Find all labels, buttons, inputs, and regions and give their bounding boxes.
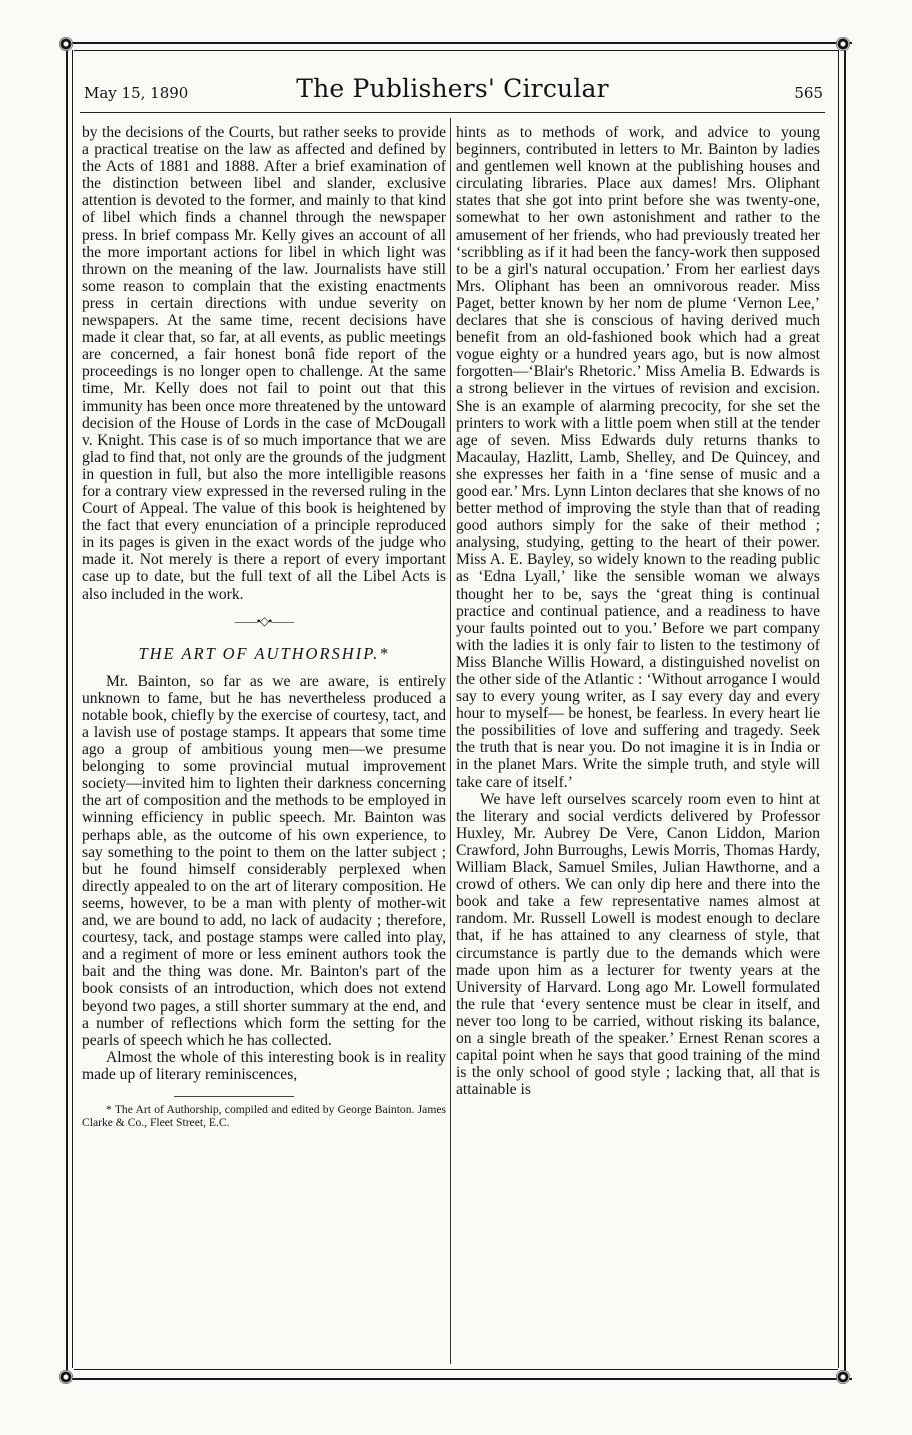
column-divider bbox=[450, 118, 451, 1364]
bottom-border-rule bbox=[60, 1378, 852, 1380]
section-title: THE ART OF AUTHORSHIP.* bbox=[138, 643, 390, 663]
section-divider-ornament: ——•◇•—— bbox=[234, 613, 294, 628]
left-border-rule-inner bbox=[72, 50, 73, 1368]
bottom-border-rule-inner bbox=[74, 1369, 838, 1370]
footnote: * The Art of Authorship, compiled and edited by George Bainton. James Clarke & Co., Fleet Street, E.C. bbox=[82, 1102, 446, 1129]
article-paragraph: Mr. Bainton, so far as we are aware, is entirely unknown to fame, but he has nevertheless produced a notable book, chiefly by the exercise of courtesy, tact, and a lavish use of postage stamps. It appears that some time ago a group of ambitious young men—we presume belonging to some provincial mutual improvement society—invited him to lighten their darkness concerning the art of composition and the methods to be employed in winning efficiency in public speech. Mr. Bainton was perhaps able, as the outcome of his own experience, to say something to the point to them on the latter subject ; but he found himself considerably perplexed when directly appealed to on the art of literary composition. He seems, however, to be a man with plenty of mother-wit and, we are bound to add, no lack of audacity ; therefore, courtesy, tack, and postage stamps were called into play, and a regiment of more or less eminent authors took the bait and the thing was done. Mr. Bainton's part of the book consists of an introduction, which does not extend beyond two pages, a still shorter summary at the end, and a number of reflections which form the setting for the pearls of speech which he has collected. bbox=[82, 672, 446, 1049]
article-paragraph: We have left ourselves scarcely room even to hint at the literary and social verdicts delivered by Professor Huxley, Mr. Aubrey De Vere, Canon Liddon, Marion Crawford, John Burroughs, Lewis Morris, Thomas Hardy, William Black, Samuel Smiles, Julian Hawthorne, and a crowd of others. We can only dip here and there into the book and take a few representative names almost at random. Mr. Russell Lowell is modest enough to declare that, if he has attained to any clearness of style, that circumstance is partly due to the demands which were made upon him as a lecturer for twenty years at the University of Harvard. Long ago Mr. Lowell formulated the rule that ‘every sentence must be clear in itself, and never too long to be carried, without risking its balance, on a single breath of the speaker.’ Ernest Renan scores a capital point when he says that good training of the mind is the only school of good style ; lacking that, all that is attainable is bbox=[456, 790, 820, 1099]
article-paragraph: Almost the whole of this interesting book is in reality made up of literary reminiscences, bbox=[82, 1048, 446, 1083]
left-column bbox=[82, 124, 446, 1129]
top-border-rule bbox=[60, 42, 852, 44]
right-column bbox=[456, 124, 820, 1098]
right-border-rule-inner bbox=[838, 50, 839, 1368]
article-paragraph: hints as to methods of work, and advice to young beginners, contributed in letters to Mr. Bainton by ladies and gentlemen well known at the publishing houses and circulating libraries. Place aux dames! Mrs. Oliphant states that she got into print before she was twenty-one, somewhat to her own astonishment and rather to the amusement of her friends, who had previously treated her ‘scribbling as if it had been the fancy-work then supposed to be a girl's natural occupation.’ From her earliest days Mrs. Oliphant has been an omnivorous reader. Miss Paget, better known by her nom de plume ‘Vernon Lee,’ declares that she is conscious of having derived much benefit from an old-fashioned book which had a great vogue eighty or a hundred years ago, but is now almost forgotten—‘Blair's Rhetoric.’ Miss Amelia B. Edwards is a strong believer in the virtues of revision and excision. She is an example of alarming precocity, for she set the printers to work with a little poem when still at the tender age of seven. Miss Edwards duly returns thanks to Macaulay, Hazlitt, Lamb, Shelley, and De Quincey, and she expresses her faith in a ‘fine sense of music and a good ear.’ Mrs. Lynn Linton declares that she knows of no better method of improving the style than that of reading good authors simply for the sake of their method ; analysing, studying, getting to the heart of their power. Miss A. E. Bayley, so widely known to the reading public as ‘Edna Lyall,’ like the sensible woman we always thought her to be, says the ‘great thing is continual practice and continual patience, and a readiness to have your faults pointed out to you.’ Before we part company with the ladies it is only fair to listen to the testimony of Miss Blanche Willis Howard, a distinguished novelist on the other side of the Atlantic : ‘Without arrogance I would say to every young writer, as I say every day and every hour to myself— be honest, be fearless. In every heart lie the possibilities of love and suffering and tragedy. Seek the truth that is near you. Do not imagine it is in India or in the planet Mars. Write the simple truth, and style will take care of itself.’ bbox=[456, 124, 820, 791]
issue-date: May 15, 1890 bbox=[84, 84, 189, 102]
left-border-rule bbox=[66, 44, 68, 1374]
corner-ornament-icon bbox=[59, 37, 73, 51]
running-header bbox=[80, 74, 825, 108]
corner-ornament-icon bbox=[836, 1370, 850, 1384]
top-border-rule-inner bbox=[74, 50, 838, 51]
footnote-rule bbox=[174, 1096, 294, 1097]
corner-ornament-icon bbox=[836, 37, 850, 51]
libel-review-continuation: by the decisions of the Courts, but rather seeks to provide a practical treatise on the law as affected and defined by the Acts of 1881 and 1888. After a brief examination of the distinction between libel and slander, exclusive attention is devoted to the former, and mainly to that kind of libel which finds a channel through the newspaper press. In brief compass Mr. Kelly gives an account of all the more important actions for libel in which light was thrown on the meaning of the law. Journalists have still some reason to complain that the existing enactments press in certain directions with undue severity on newspapers. At the same time, recent decisions have made it clear that, so far, at all events, as public meetings are concerned, a fair honest bonâ fide report of the proceedings is no longer open to challenge. At the same time, Mr. Kelly does not fail to point out that this immunity has been once more threatened by the untoward decision of the House of Lords in the case of McDougall v. Knight. This case is of so much importance that we are glad to find that, not only are the grounds of the judgment in question in full, but also the more intelligible reasons for a contrary view expressed in the reversed ruling in the Court of Appeal. The value of this book is heightened by the fact that every enunciation of a principle reproduced in its pages is given in the exact words of the judge who made it. Not merely is there a report of every important case up to date, but the full text of all the Libel Acts is also included in the work. bbox=[82, 124, 446, 603]
corner-ornament-icon bbox=[59, 1370, 73, 1384]
publication-title: The Publishers' Circular bbox=[296, 74, 609, 103]
header-rule bbox=[80, 112, 825, 113]
right-border-rule bbox=[844, 44, 846, 1374]
page-number: 565 bbox=[794, 84, 823, 102]
